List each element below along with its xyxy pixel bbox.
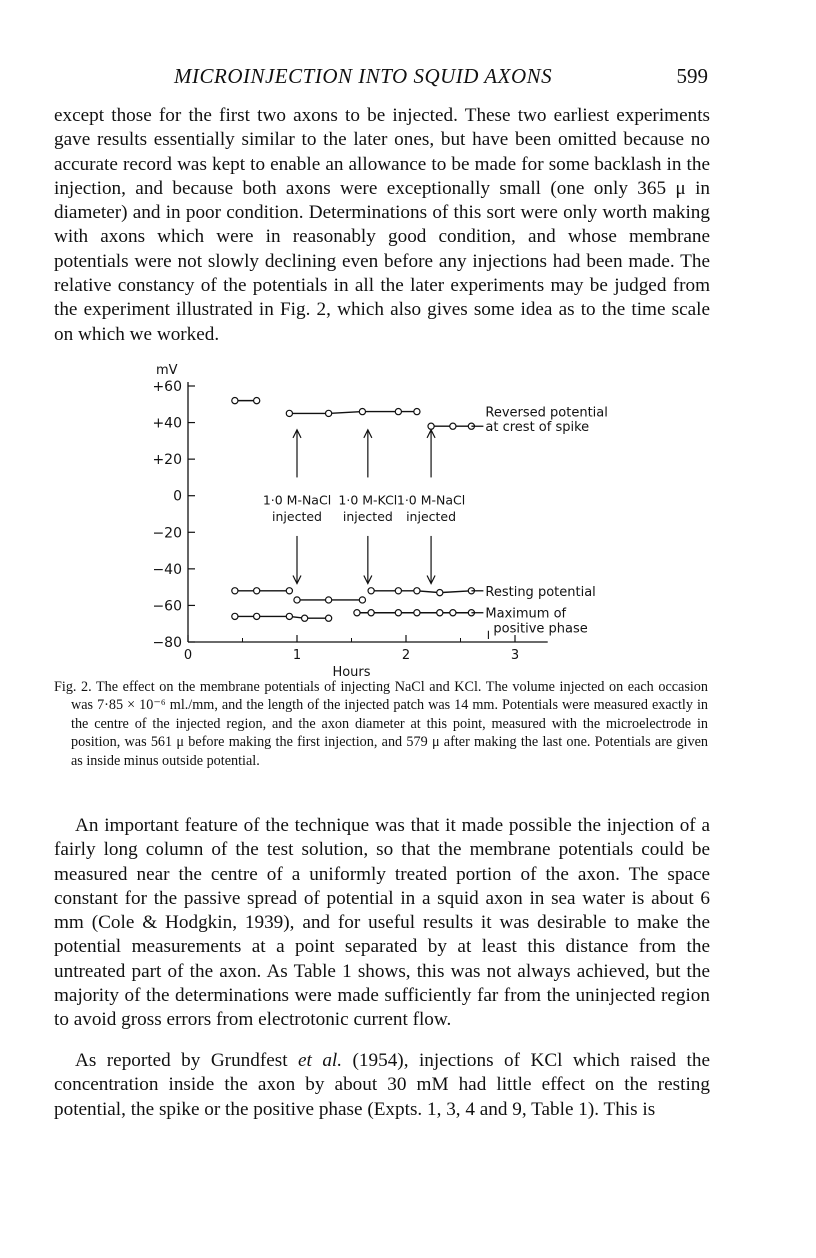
x-tick-label: 3 — [510, 648, 520, 663]
data-point — [326, 615, 332, 621]
data-point — [286, 588, 292, 594]
injection-label: 1·0 M-NaCl — [396, 492, 466, 508]
data-point — [302, 615, 308, 621]
data-point — [326, 597, 332, 603]
paragraph-2 — [54, 814, 710, 1033]
data-point — [254, 398, 260, 404]
data-point — [286, 410, 292, 416]
injection-label: 1·0 M-NaCl — [262, 492, 332, 508]
paragraph-1 — [54, 104, 710, 347]
y-tick-label: −80 — [152, 635, 182, 651]
data-point — [232, 398, 238, 404]
series-label: Maximum of — [485, 606, 567, 622]
data-point — [450, 610, 456, 616]
page-number: 599 — [676, 64, 708, 88]
caption-label: Fig. 2. — [54, 679, 92, 695]
page-header — [56, 64, 708, 92]
series-label: Reversed potential — [485, 405, 608, 421]
data-point — [437, 610, 443, 616]
series-label: Resting potential — [485, 584, 596, 600]
data-point — [368, 588, 374, 594]
series-line — [235, 616, 329, 618]
data-point — [254, 613, 260, 619]
data-point — [395, 409, 401, 415]
paragraph-3-etal: et al. — [298, 1050, 343, 1071]
y-tick-label: −60 — [152, 598, 182, 615]
series-label: at crest of spike — [485, 420, 590, 436]
data-point — [232, 613, 238, 619]
data-point — [414, 588, 420, 594]
data-point — [414, 409, 420, 415]
running-title: MICROINJECTION INTO SQUID AXONS — [174, 64, 553, 88]
y-tick-label: −20 — [152, 525, 182, 542]
membrane-potential-chart — [120, 356, 640, 676]
data-point — [354, 610, 360, 616]
paragraph-1-text: except those for the first two axons to be injected. These two earliest experiments gave results essentially similar to the later ones, but have been omitted because no accurate record was kept to enable an allowance to be made for some backlash in the injection, and because both axons were exceptionally small (one only 365 μ in diameter) and in poor condition. Determinations of this sort were only worth making with axons which were in reasonably good condition, and whose membrane potentials were not slowly declining even before any injections had been made. The relative constancy of the potentials in all the later experiments may be judged from the experiment illustrated in Fig. 2, which also gives some idea as to the time scale on which we worked. — [54, 105, 710, 345]
y-tick-label: 0 — [173, 488, 182, 505]
injection-label: 1·0 M-KCl — [338, 492, 398, 508]
figure-caption — [54, 678, 708, 770]
data-point — [232, 588, 238, 594]
x-tick-label: 1 — [292, 648, 302, 663]
paragraph-3-start: As reported by Grundfest — [75, 1050, 299, 1071]
figure-2 — [120, 356, 640, 676]
y-tick-label: +40 — [152, 415, 182, 432]
paragraph-3 — [54, 1049, 710, 1122]
data-point — [450, 423, 456, 429]
data-point — [414, 610, 420, 616]
paragraph-3-rest: (1954), injections of KCl which raised the concentration inside the axon by about 30 mM had little effect on the resting potential, the spike or the positive phase (Expts. 1, 3, 4 and 9, Table 1). This is — [54, 1050, 711, 1120]
y-tick-label: +20 — [152, 452, 182, 469]
injection-label: injected — [272, 508, 322, 524]
x-tick-label: 2 — [401, 648, 411, 663]
x-axis-label: Hours — [332, 665, 371, 676]
y-axis-label: mV — [156, 363, 178, 378]
caption-text: The effect on the membrane potentials of injecting NaCl and KCl. The volume injected on each occasion was 7·85 × 10⁻⁶ ml./mm, and the length of the injected patch was 14 mm. Potentials were measured exactly in the centre of the injected region, and the axon diameter at this point, measured with the microelectrode in position, was 561 μ before making the first injection, and 579 μ after making the last one. Potentials are given as inside minus outside potential. — [71, 679, 708, 769]
data-point — [359, 597, 365, 603]
paragraph-3-text — [54, 1049, 710, 1122]
data-point — [326, 410, 332, 416]
data-point — [286, 613, 292, 619]
data-point — [437, 590, 443, 596]
series-label: positive phase — [493, 621, 588, 637]
data-point — [395, 588, 401, 594]
data-point — [359, 409, 365, 415]
data-point — [254, 588, 260, 594]
injection-label: injected — [342, 508, 393, 524]
series-line — [371, 591, 471, 593]
data-point — [428, 423, 434, 429]
x-tick-label: 0 — [183, 648, 193, 663]
y-tick-label: +60 — [152, 379, 182, 395]
y-tick-label: −40 — [152, 561, 182, 578]
data-point — [294, 597, 300, 603]
paragraph-2-text: An important feature of the technique was that it made possible the injection of a fairly long column of the test solution, so that the membrane potentials could be measured near the centre of a uniformly treated portion of the axon. The space constant for the passive spread of potential in a squid axon in sea water is about 6 mm (Cole & Hodgkin, 1939), and for useful results it was desirable to make the potential measurements at a point separated by at least this distance from the untreated part of the axon. As Table 1 shows, this was not always achieved, but the majority of the determinations were made sufficiently far from the uninjected region to avoid gross errors from electrotonic current flow. — [54, 815, 710, 1031]
data-point — [395, 610, 401, 616]
data-point — [368, 610, 374, 616]
injection-label: injected — [406, 508, 457, 524]
